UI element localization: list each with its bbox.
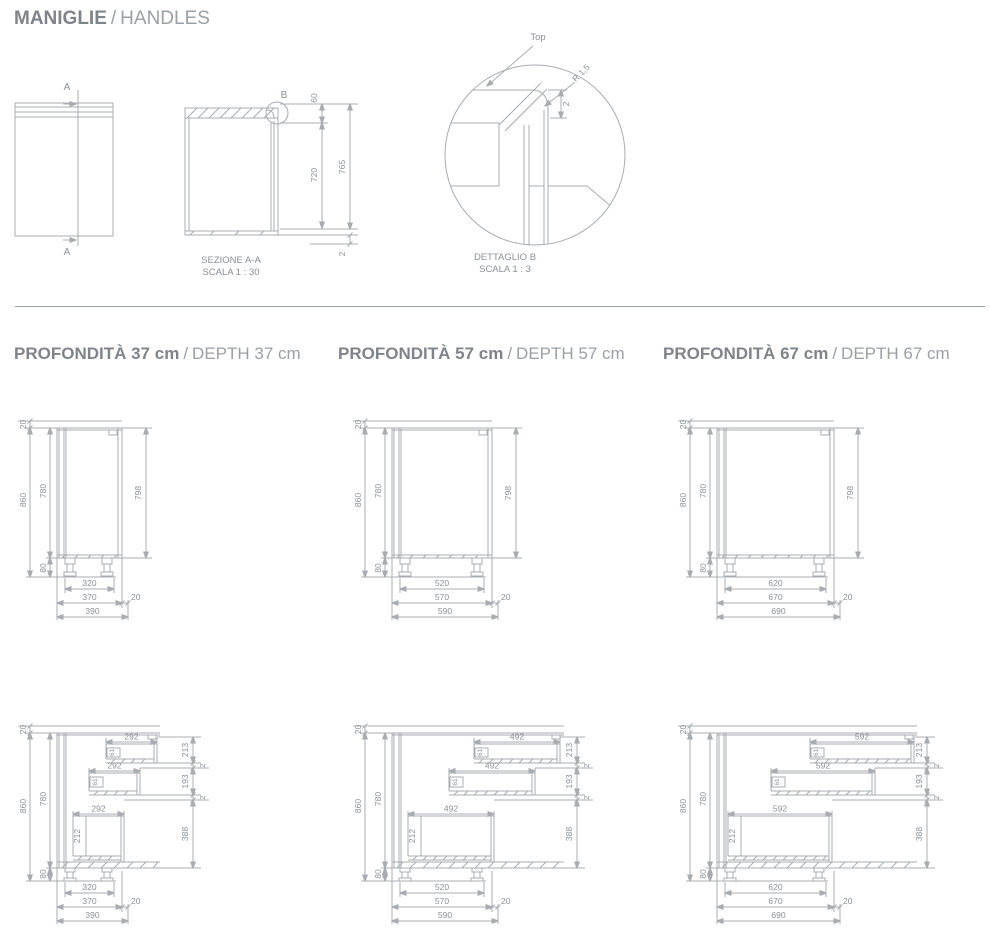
drawing-line [210,231,214,235]
detail-b-drawing [425,28,685,296]
drawing-line [131,759,135,763]
drawing-line [519,759,523,763]
dim-feet-span: 620 [768,882,783,892]
detail-caption: DETTAGLIO B [473,252,537,263]
drawing-line [549,759,553,763]
column-header-depth-37 [14,344,301,364]
section-scale: SCALA 1 : 30 [202,267,260,278]
drawing-line [400,558,410,564]
drawing-line [501,862,507,868]
dim-body-height: 780 [38,483,48,499]
dim-drawer3-inner: 212 [727,828,737,844]
drawing-line [813,572,825,576]
drawing-line [803,856,807,860]
drawing-line [836,791,840,795]
dim-front3: 388 [914,826,924,842]
drawing-line [253,108,263,118]
drawing-line [453,856,457,860]
detail-circle [445,65,625,245]
drawing-line [846,791,850,795]
drawing-line [813,856,817,860]
dim-top-gap: 20 [353,419,363,430]
dim-door-gap: 20 [843,592,853,602]
dim-door-height: 798 [133,485,143,501]
section-aa-drawing [180,85,375,285]
dim-door-gap: 20 [131,896,141,906]
header-light: DEPTH 57 cm [516,344,625,363]
dim-rail1: 61 [477,748,484,757]
dim-drawer3-width: 492 [443,803,459,814]
page-title [14,8,210,30]
dim-drawer1-width: 592 [854,731,870,742]
dim-body-height: 780 [38,791,48,807]
dim-body-depth: 370 [82,896,97,906]
header-light: DEPTH 67 cm [841,344,950,363]
dim-feet-span: 520 [434,882,450,892]
dim-total-height: 860 [353,492,363,508]
drawing-line [397,862,403,868]
drawing-line [472,558,482,564]
dim-top-gap: 20 [18,724,28,735]
drawing-line [735,862,741,868]
dim-door-gap: 20 [843,896,853,906]
dim-gap2: 2 [198,795,207,800]
header-bold: PROFONDITÀ 37 cm [14,344,180,363]
drawing-line [104,791,108,795]
dim-front3: 388 [564,826,574,842]
drawing-line [88,862,94,868]
drawing-line [62,862,68,868]
drawing-line [878,862,884,868]
dim-gap1: 2 [932,763,941,768]
drawing-line [209,108,219,118]
drawing-line [402,564,408,572]
section-label-top: A [63,82,71,93]
drawing-line [733,856,737,860]
drawing-line [816,791,820,795]
page-title-sep: / [110,8,117,29]
dim-feet-span: 620 [768,578,783,588]
drawing-line [102,868,112,872]
drawing-line [231,108,241,118]
drawing-line [114,791,118,795]
drawing-line [821,430,829,435]
drawing-line [463,856,467,860]
dim-top-gap: 20 [18,419,28,430]
drawing-line [109,430,117,435]
dim-total-depth: 390 [85,606,100,616]
drawing-line [816,564,822,572]
dim-body-depth: 370 [82,592,97,602]
dim-rail2: 61 [774,778,781,786]
dim-top-gap: 20 [678,724,688,735]
dim-drawer1-width: 492 [509,731,525,742]
drawing-line [727,564,733,572]
dim-feet-height: 80 [38,869,48,879]
drawing-line [140,862,146,868]
dim-door-height: 798 [845,485,855,501]
drawing-line [102,558,112,564]
drawing-line [101,572,113,576]
column-header-depth-67 [663,344,950,364]
drawing-line [67,564,73,572]
dim-total-depth: 690 [771,910,786,920]
dim-total-depth: 690 [771,606,786,616]
drawing-line [504,791,508,795]
drawing-line [15,103,113,236]
drawing-line [856,791,860,795]
column-header-depth-57 [338,344,625,364]
drawing-line [94,791,98,795]
drawing-line [725,868,735,872]
drawing-line [104,872,110,878]
drawing-line [124,791,128,795]
drawing-line [479,759,483,763]
drawing-line [826,862,832,868]
drawing-line [472,868,482,872]
dim-drawer3-width: 292 [91,803,106,814]
dim-front2: 193 [564,774,574,789]
drawing-line [436,862,442,868]
drawing-line [474,564,480,572]
drawing-line [514,791,518,795]
drawing-line [494,791,498,795]
dim-body-depth: 570 [434,896,450,906]
section-label-bottom: A [63,247,71,258]
drawing-line [774,862,780,868]
drawing-line [473,856,477,860]
drawing-line [423,862,429,868]
section-caption: SEZIONE A-A [201,255,261,266]
dim-body-depth: 570 [434,592,450,602]
dim-rail2: 61 [452,778,459,786]
drawing-line [748,862,754,868]
dim-door-gap: 20 [501,592,511,602]
drawing-line [865,862,871,868]
dim-drawer3-width: 592 [772,803,788,814]
depth-57-cabinet-drawing [335,412,540,624]
drawing-line [800,862,806,868]
leader-top-line [487,46,533,86]
drawing-line [855,759,859,763]
drawing-line [75,862,81,868]
dim-gap2: 2 [582,795,591,800]
drawing-line [141,759,145,763]
drawing-line [148,735,156,739]
drawing-line [761,862,767,868]
dim-feet-height: 80 [38,563,48,573]
drawing-line [127,862,133,868]
drawing-line [64,572,76,576]
drawing-line [483,856,487,860]
drawing-line [786,791,790,795]
drawing-line [471,572,483,576]
dim-total-height: 860 [678,798,688,814]
dim-total-depth: 590 [437,606,453,616]
header-sep: / [183,344,189,363]
drawing-line [816,872,822,878]
radius-label: R 1,5 [570,62,592,84]
dim-drawer1-width: 292 [124,731,139,742]
drawing-line [806,791,810,795]
drawing-line [866,791,870,795]
drawing-line [852,862,858,868]
dim-front2: 193 [180,774,190,789]
drawing-line [773,856,777,860]
drawing-line [722,862,728,868]
page-title-light: HANDLES [120,8,210,29]
dim-total-depth: 590 [437,910,453,920]
dim-feet-height: 80 [698,563,708,573]
dim-door-gap: 20 [131,592,141,602]
drawing-line [905,735,913,739]
drawing-line [529,759,533,763]
dim-bottom-thickness: 2 [337,251,347,257]
drawing-line [454,791,458,795]
drawing-line [413,856,417,860]
drawing-line [242,108,252,118]
dim-drawer3-inner: 212 [72,828,82,844]
drawing-line [484,791,488,795]
dim-feet-span: 520 [434,578,450,588]
dim-feet-height: 80 [373,869,383,879]
dim-front2: 193 [914,774,924,789]
dim-door-gap: 20 [501,896,511,906]
drawing-line [108,856,112,860]
drawing-line [527,862,533,868]
dim-drawer2-width: 292 [107,760,122,771]
drawing-line [813,862,819,868]
drawing-line [823,856,826,860]
drawing-line [114,862,120,868]
page-title-bold: MANIGLIE [14,8,107,29]
drawing-line [524,791,528,795]
drawing-line [499,759,503,763]
drawing-line [814,558,824,564]
drawing-line [891,862,897,868]
drawing-line [505,89,547,131]
detail-content [439,83,625,248]
drawing-line [443,856,447,860]
drawing-line [464,791,468,795]
header-light: DEPTH 37 cm [192,344,301,363]
drawing-line [399,572,411,576]
drawing-line [187,108,197,118]
drawing-line [101,862,107,868]
drawing-line [531,90,548,107]
drawing-line [796,791,800,795]
drawing-line [725,558,735,564]
drawing-line [904,862,910,868]
dim-top-gap: 20 [353,724,363,735]
drawing-line [400,868,410,872]
drawing-line [98,856,102,860]
drawing-line [553,862,559,868]
drawing-line [905,759,909,763]
drawing-line [220,108,230,118]
drawing-line [540,862,546,868]
depth-57-drawers-drawing [335,716,597,934]
drawing-line [587,186,625,218]
drawing-line [78,856,82,860]
drawing-line [402,872,408,878]
dim-front3: 388 [180,826,190,842]
drawing-line [776,791,780,795]
drawing-line [104,564,110,572]
section-divider [15,306,985,307]
drawing-line [260,231,264,235]
dim-total-height: 860 [678,492,688,508]
drawing-line [433,856,437,860]
header-bold: PROFONDITÀ 57 cm [338,344,504,363]
drawing-line [514,862,520,868]
dim-feet-height: 80 [698,869,708,879]
drawing-line [539,759,543,763]
drawing-line [783,856,787,860]
drawing-line [449,862,455,868]
drawing-line [724,572,736,576]
drawing-line [121,759,125,763]
front-view-drawing [10,78,180,274]
detail-scale: SCALA 1 : 3 [479,264,531,275]
drawing-line [474,791,478,795]
header-sep: / [832,344,838,363]
drawing-line [753,856,757,860]
dim-feet-height: 80 [373,563,383,573]
depth-37-drawers-drawing [0,716,215,934]
dim-rail1: 61 [109,748,116,757]
detail-ref-label: B [280,90,288,101]
drawing-line [727,872,733,878]
dim-body-height: 780 [373,791,383,807]
drawing-line [787,862,793,868]
drawing-line [835,759,839,763]
drawing-line [88,856,92,860]
thickness-label: 2 [561,101,571,107]
drawing-line [885,759,889,763]
drawing-line [475,862,481,868]
drawing-line [793,856,797,860]
depth-67-drawers-drawing [660,716,952,934]
drawing-line [462,862,468,868]
dim-total-depth: 390 [85,910,100,920]
dim-front1: 213 [564,742,574,758]
dim-body-height: 780 [698,483,708,499]
dim-front1: 213 [180,742,190,758]
drawing-line [814,868,824,872]
drawing-line [845,759,849,763]
drawing-line [875,759,879,763]
dim-feet-span: 320 [82,882,97,892]
drawing-line [65,868,75,872]
dim-drawer2-width: 492 [484,760,500,771]
dim-door-height: 798 [503,485,513,501]
drawing-line [839,862,845,868]
drawing-line [763,856,767,860]
drawing-line [826,791,830,795]
drawing-line [743,856,747,860]
drawing-line [552,735,560,739]
dim-gap1: 2 [198,763,207,768]
depth-37-cabinet-drawing [0,412,170,624]
dim-handle-height: 60 [309,93,319,103]
drawing-line [474,872,480,878]
drawing-line [190,231,194,235]
depth-67-cabinet-drawing [660,412,885,624]
dim-body-height: 780 [373,483,383,499]
dim-rail1: 61 [813,748,820,757]
drawing-line [198,108,208,118]
drawing-line [499,83,541,125]
drawing-line [479,430,487,435]
header-sep: / [507,344,513,363]
dim-drawer2-width: 592 [815,760,831,771]
drawing-line [865,759,869,763]
dim-front1: 213 [914,742,924,758]
dim-total-height: 860 [18,492,28,508]
dim-rail2: 61 [92,778,99,786]
drawing-line [153,862,158,868]
dim-gap2: 2 [932,795,941,800]
dim-top-gap: 20 [678,419,688,430]
dim-body-height: 780 [698,791,708,807]
drawing-line [235,231,239,235]
drawing-line [488,862,494,868]
drawing-line [509,759,513,763]
dim-feet-span: 320 [82,578,97,588]
dim-drawer3-inner: 212 [407,828,417,844]
dim-door-height: 765 [337,159,347,175]
dim-inner-height: 720 [309,167,319,183]
leader-top-label: Top [530,32,546,43]
drawing-line [67,872,73,878]
drawing-line [423,856,427,860]
dim-total-height: 860 [353,798,363,814]
dim-body-depth: 670 [768,592,783,602]
dim-gap1: 2 [582,763,591,768]
dim-body-depth: 670 [768,896,783,906]
drawing-line [185,108,278,235]
drawing-line [65,558,75,564]
header-bold: PROFONDITÀ 67 cm [663,344,829,363]
dim-total-height: 860 [18,798,28,814]
drawing-line [895,759,899,763]
drawing-line [410,862,416,868]
